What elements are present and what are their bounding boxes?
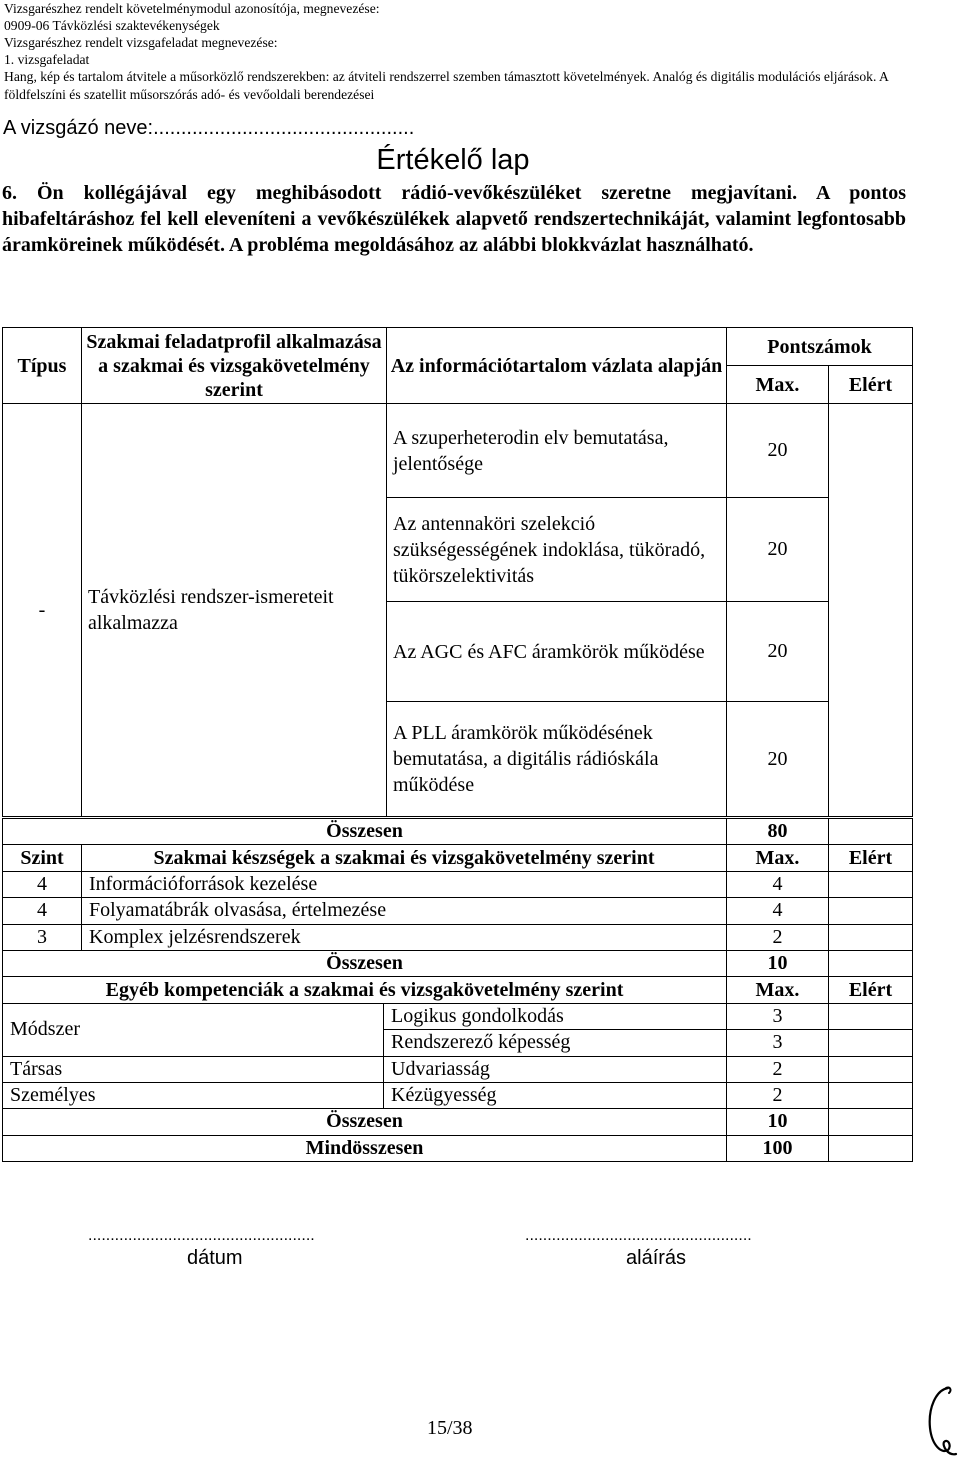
table-row <box>3 819 913 845</box>
header-task-label: Vizsgarészhez rendelt vizsgafeladat megnevezése: <box>4 35 278 50</box>
profile-total-max: 80 <box>727 819 829 845</box>
table-row <box>3 1003 913 1029</box>
skill-max: 4 <box>727 871 829 897</box>
achieved-points-cell[interactable] <box>829 898 913 924</box>
info-cell: Az AGC és AFC áramkörök működése <box>387 602 727 702</box>
info-cell: Az antennaköri szelekció szükségességének indoklása, tüköradó, tükörszelektivitás <box>387 498 727 602</box>
grand-total-label: Mindösszesen <box>3 1135 727 1161</box>
col-profile-header: Szakmai feladatprofil alkalmazása a szakmai és vizsgakövetelmény szerint <box>82 328 387 404</box>
max-points: 20 <box>727 498 829 602</box>
header-module-label: Vizsgarészhez rendelt követelménymodul azonosítója, megnevezése: <box>4 1 380 16</box>
achieved-points-cell[interactable] <box>829 1003 913 1029</box>
table-row <box>3 898 913 924</box>
col-max-header: Max. <box>727 366 829 404</box>
page-title: Értékelő lap <box>376 144 530 176</box>
handwritten-initial-icon <box>918 1380 960 1460</box>
signature-line: ................................................... <box>525 1227 752 1244</box>
other-total-label: Összesen <box>3 1109 727 1135</box>
profile-value: Távközlési rendszer-ismereteit alkalmazza <box>82 404 387 817</box>
page-number: 15/38 <box>427 1417 473 1439</box>
skill-max: 4 <box>727 898 829 924</box>
examinee-name-line: A vizsgázó neve:............................................... <box>3 117 415 139</box>
skills-total-label: Összesen <box>3 950 727 976</box>
competency-name: Rendszerező képesség <box>384 1030 727 1056</box>
col-skills-header: Szakmai készségek a szakmai és vizsgakövetelmény szerint <box>82 845 727 871</box>
achieved-points-cell[interactable] <box>829 1082 913 1108</box>
skill-level: 4 <box>3 898 82 924</box>
competency-max: 2 <box>727 1056 829 1082</box>
other-total-max: 10 <box>727 1109 829 1135</box>
competency-max: 2 <box>727 1082 829 1108</box>
signature-label: aláírás <box>626 1247 687 1269</box>
grand-total-max: 100 <box>727 1135 829 1161</box>
competency-name: Kézügyesség <box>384 1082 727 1108</box>
skill-name: Folyamatábrák olvasása, értelmezése <box>82 898 727 924</box>
max-points: 20 <box>727 702 829 817</box>
achieved-points-cell[interactable] <box>829 871 913 897</box>
skill-level: 4 <box>3 871 82 897</box>
table-row <box>3 845 913 871</box>
method-label: Módszer <box>3 1003 384 1056</box>
table-row <box>3 404 913 498</box>
competency-name: Udvariasság <box>384 1056 727 1082</box>
skill-max: 2 <box>727 924 829 950</box>
task-profile-table <box>2 327 913 817</box>
col-other-header: Egyéb kompetenciák a szakmai és vizsgakövetelmény szerint <box>3 977 727 1003</box>
col-max-header: Max. <box>727 845 829 871</box>
max-points: 20 <box>727 404 829 498</box>
task-description: 6. Ön kollégájával egy meghibásodott rádió-vevőkészüléket szeretne megjavítani. A pontos hibafeltáráshoz fel kell eleveníteni a vevőkészülékek alapvető rendszertechnikáját, valamint legfontosabb áramköreinek működését. A probléma megoldásához az alábbi blokkvázlat használható. <box>2 182 906 256</box>
skill-level: 3 <box>3 924 82 950</box>
skill-name: Információforrások kezelése <box>82 871 727 897</box>
header-module-id: 0909-06 Távközlési szaktevékenységek <box>4 18 220 33</box>
col-level-header: Szint <box>3 845 82 871</box>
col-points-header: Pontszámok <box>727 328 913 366</box>
achieved-points-cell[interactable] <box>829 1056 913 1082</box>
personal-label: Személyes <box>3 1082 384 1108</box>
competency-max: 3 <box>727 1030 829 1056</box>
skills-table <box>2 818 913 1162</box>
achieved-points-cell[interactable] <box>829 950 913 976</box>
social-label: Társas <box>3 1056 384 1082</box>
skills-total-max: 10 <box>727 950 829 976</box>
type-value: - <box>3 404 82 817</box>
table-row <box>3 1109 913 1135</box>
competency-name: Logikus gondolkodás <box>384 1003 727 1029</box>
info-cell: A PLL áramkörök működésének bemutatása, a digitális rádióskála működése <box>387 702 727 817</box>
achieved-points-cell[interactable] <box>829 1030 913 1056</box>
achieved-points-cell[interactable] <box>829 1135 913 1161</box>
date-line: ................................................... <box>88 1227 315 1244</box>
table-row <box>3 924 913 950</box>
col-info-header: Az információtartalom vázlata alapján <box>387 328 727 404</box>
col-max-header: Max. <box>727 977 829 1003</box>
achieved-points-cell[interactable] <box>829 819 913 845</box>
col-achieved-header: Elért <box>829 366 913 404</box>
achieved-points-cell[interactable] <box>829 1109 913 1135</box>
date-label: dátum <box>187 1247 243 1269</box>
header-task-number: 1. vizsgafeladat <box>4 52 90 67</box>
table-row <box>3 1082 913 1108</box>
max-points: 20 <box>727 602 829 702</box>
skill-name: Komplex jelzésrendszerek <box>82 924 727 950</box>
info-cell: A szuperheterodin elv bemutatása, jelentősége <box>387 404 727 498</box>
table-row <box>3 871 913 897</box>
achieved-points-cell[interactable] <box>829 404 913 817</box>
col-type-header: Típus <box>3 328 82 404</box>
col-achieved-header: Elért <box>829 977 913 1003</box>
table-row <box>3 1056 913 1082</box>
competency-max: 3 <box>727 1003 829 1029</box>
table-row <box>3 1135 913 1161</box>
profile-total-label: Összesen <box>3 819 727 845</box>
header-task-description: Hang, kép és tartalom átvitele a műsorközlő rendszerekben: az átviteli rendszerrel szemben támasztott követelmények. Analóg és digitális modulációs eljárások. A földfelszíni és szatellit műsorszórás adó- és vevőoldali berendezései <box>4 69 889 102</box>
table-row <box>3 977 913 1003</box>
table-row <box>3 950 913 976</box>
col-achieved-header: Elért <box>829 845 913 871</box>
achieved-points-cell[interactable] <box>829 924 913 950</box>
